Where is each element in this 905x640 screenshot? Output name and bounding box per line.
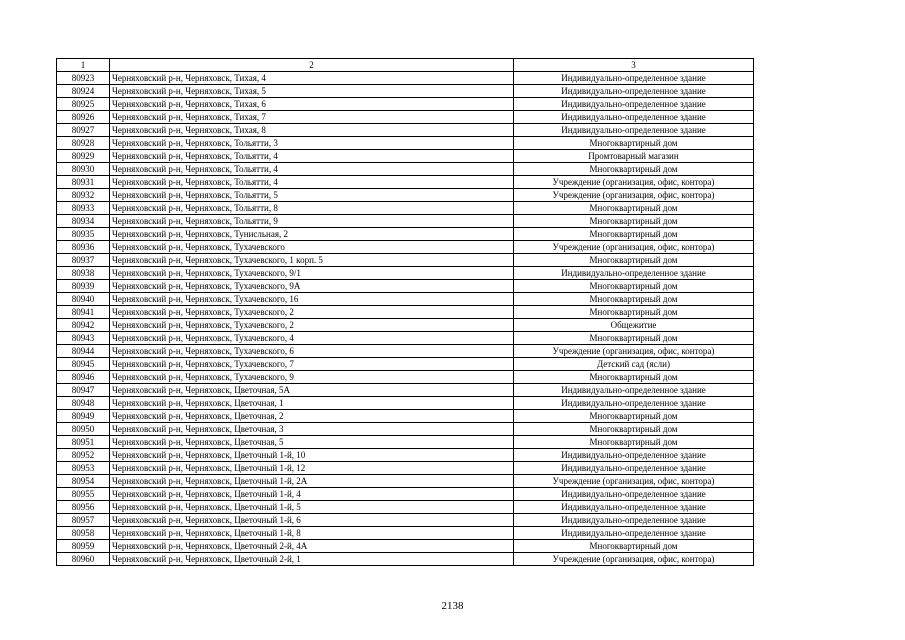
row-object-type: Индивидуально-определенное здание: [514, 514, 754, 527]
row-number: 80959: [57, 540, 110, 553]
row-number: 80948: [57, 397, 110, 410]
row-number: 80935: [57, 228, 110, 241]
table-row: [57, 384, 754, 397]
table-row: [57, 514, 754, 527]
row-address: Черняховский р-н, Черняховск, Тольятти, 3: [110, 137, 514, 150]
row-number: 80928: [57, 137, 110, 150]
row-object-type: Индивидуально-определенное здание: [514, 397, 754, 410]
table-row: [57, 345, 754, 358]
row-number: 80927: [57, 124, 110, 137]
row-number: 80933: [57, 202, 110, 215]
table-row: [57, 267, 754, 280]
table-row: [57, 319, 754, 332]
row-address: Черняховский р-н, Черняховск, Тихая, 5: [110, 85, 514, 98]
table-row: [57, 449, 754, 462]
table-row: [57, 241, 754, 254]
row-number: 80955: [57, 488, 110, 501]
table-row: [57, 202, 754, 215]
row-number: 80941: [57, 306, 110, 319]
row-number: 80929: [57, 150, 110, 163]
row-address: Черняховский р-н, Черняховск, Тухачевского, 4: [110, 332, 514, 345]
table-row: [57, 137, 754, 150]
row-address: Черняховский р-н, Черняховск, Цветочный 1-й, 2А: [110, 475, 514, 488]
table-row: [57, 215, 754, 228]
row-number: 80938: [57, 267, 110, 280]
row-address: Черняховский р-н, Черняховск, Тихая, 7: [110, 111, 514, 124]
row-object-type: Многоквартирный дом: [514, 306, 754, 319]
row-object-type: Индивидуально-определенное здание: [514, 449, 754, 462]
table-row: [57, 475, 754, 488]
page-number: 2138: [441, 600, 464, 612]
table-row: [57, 189, 754, 202]
row-number: 80930: [57, 163, 110, 176]
row-address: Черняховский р-н, Черняховск, Цветочный 2-й, 4А: [110, 540, 514, 553]
row-address: Черняховский р-н, Черняховск, Тольятти, 5: [110, 189, 514, 202]
row-address: Черняховский р-н, Черняховск, Цветочная, 5А: [110, 384, 514, 397]
table-row: [57, 358, 754, 371]
row-number: 80956: [57, 501, 110, 514]
row-object-type: Учреждение (организация, офис, контора): [514, 241, 754, 254]
row-object-type: Индивидуально-определенное здание: [514, 98, 754, 111]
row-object-type: Многоквартирный дом: [514, 423, 754, 436]
table-row: [57, 124, 754, 137]
row-number: 80932: [57, 189, 110, 202]
row-object-type: Многоквартирный дом: [514, 254, 754, 267]
registry-table: [56, 58, 754, 566]
row-number: 80944: [57, 345, 110, 358]
table-row: [57, 488, 754, 501]
row-object-type: Многоквартирный дом: [514, 540, 754, 553]
row-object-type: Индивидуально-определенное здание: [514, 488, 754, 501]
row-object-type: Многоквартирный дом: [514, 137, 754, 150]
row-number: 80934: [57, 215, 110, 228]
row-object-type: Индивидуально-определенное здание: [514, 72, 754, 85]
table-row: [57, 501, 754, 514]
row-object-type: Индивидуально-определенное здание: [514, 501, 754, 514]
row-number: 80949: [57, 410, 110, 423]
table-row: [57, 332, 754, 345]
row-address: Черняховский р-н, Черняховск, Цветочный 1-й, 4: [110, 488, 514, 501]
row-address: Черняховский р-н, Черняховск, Тухачевского, 16: [110, 293, 514, 306]
row-address: Черняховский р-н, Черняховск, Тухачевского: [110, 241, 514, 254]
row-number: 80957: [57, 514, 110, 527]
header-col-3: 3: [514, 59, 754, 72]
table-row: [57, 111, 754, 124]
table-row: [57, 423, 754, 436]
row-number: 80923: [57, 72, 110, 85]
row-object-type: Промтоварный магазин: [514, 150, 754, 163]
row-address: Черняховский р-н, Черняховск, Тольятти, 4: [110, 150, 514, 163]
row-number: 80953: [57, 462, 110, 475]
row-number: 80943: [57, 332, 110, 345]
table-row: [57, 85, 754, 98]
row-address: Черняховский р-н, Черняховск, Цветочный 1-й, 6: [110, 514, 514, 527]
row-address: Черняховский р-н, Черняховск, Цветочный 2-й, 1: [110, 553, 514, 566]
row-object-type: Индивидуально-определенное здание: [514, 267, 754, 280]
row-object-type: Учреждение (организация, офис, контора): [514, 176, 754, 189]
table-row: [57, 72, 754, 85]
row-number: 80950: [57, 423, 110, 436]
table-row: [57, 98, 754, 111]
table-row: [57, 228, 754, 241]
row-object-type: Учреждение (организация, офис, контора): [514, 475, 754, 488]
table-row: [57, 254, 754, 267]
row-address: Черняховский р-н, Черняховск, Тольятти, 8: [110, 202, 514, 215]
row-object-type: Многоквартирный дом: [514, 293, 754, 306]
row-address: Черняховский р-н, Черняховск, Цветочная, 1: [110, 397, 514, 410]
row-address: Черняховский р-н, Черняховск, Тольятти, 4: [110, 163, 514, 176]
row-object-type: Многоквартирный дом: [514, 332, 754, 345]
row-number: 80958: [57, 527, 110, 540]
row-number: 80925: [57, 98, 110, 111]
row-object-type: Учреждение (организация, офис, контора): [514, 345, 754, 358]
row-number: 80952: [57, 449, 110, 462]
row-number: 80936: [57, 241, 110, 254]
row-address: Черняховский р-н, Черняховск, Цветочная, 5: [110, 436, 514, 449]
row-object-type: Индивидуально-определенное здание: [514, 384, 754, 397]
table-row: [57, 527, 754, 540]
row-address: Черняховский р-н, Черняховск, Тихая, 8: [110, 124, 514, 137]
row-address: Черняховский р-н, Черняховск, Тухачевского, 7: [110, 358, 514, 371]
row-number: 80926: [57, 111, 110, 124]
table-row: [57, 176, 754, 189]
table-row: [57, 462, 754, 475]
header-col-1: 1: [57, 59, 110, 72]
header-col-2: 2: [110, 59, 514, 72]
table-row: [57, 150, 754, 163]
table-row: [57, 553, 754, 566]
row-object-type: Многоквартирный дом: [514, 163, 754, 176]
row-address: Черняховский р-н, Черняховск, Тухачевского, 9А: [110, 280, 514, 293]
row-address: Черняховский р-н, Черняховск, Тухачевского, 2: [110, 306, 514, 319]
row-address: Черняховский р-н, Черняховск, Тихая, 4: [110, 72, 514, 85]
row-number: 80946: [57, 371, 110, 384]
row-object-type: Многоквартирный дом: [514, 202, 754, 215]
table-row: [57, 397, 754, 410]
row-address: Черняховский р-н, Черняховск, Цветочный 1-й, 12: [110, 462, 514, 475]
table-row: [57, 436, 754, 449]
row-object-type: Индивидуально-определенное здание: [514, 124, 754, 137]
row-object-type: Индивидуально-определенное здание: [514, 111, 754, 124]
row-address: Черняховский р-н, Черняховск, Цветочный 1-й, 10: [110, 449, 514, 462]
row-number: 80947: [57, 384, 110, 397]
row-number: 80924: [57, 85, 110, 98]
row-object-type: Многоквартирный дом: [514, 280, 754, 293]
row-object-type: Индивидуально-определенное здание: [514, 462, 754, 475]
row-address: Черняховский р-н, Черняховск, Цветочная, 3: [110, 423, 514, 436]
row-address: Черняховский р-н, Черняховск, Тухачевского, 1 корп. 5: [110, 254, 514, 267]
table-row: [57, 540, 754, 553]
row-object-type: Общежитие: [514, 319, 754, 332]
row-object-type: Детский сад (ясли): [514, 358, 754, 371]
table-row: [57, 293, 754, 306]
table-body: [57, 72, 754, 566]
row-number: 80937: [57, 254, 110, 267]
row-address: Черняховский р-н, Черняховск, Тунисльная, 2: [110, 228, 514, 241]
row-address: Черняховский р-н, Черняховск, Тольятти, 9: [110, 215, 514, 228]
row-number: 80951: [57, 436, 110, 449]
row-number: 80960: [57, 553, 110, 566]
row-object-type: Индивидуально-определенное здание: [514, 85, 754, 98]
row-number: 80940: [57, 293, 110, 306]
row-object-type: Индивидуально-определенное здание: [514, 527, 754, 540]
table-row: [57, 280, 754, 293]
row-address: Черняховский р-н, Черняховск, Цветочный 1-й, 8: [110, 527, 514, 540]
row-object-type: Учреждение (организация, офис, контора): [514, 553, 754, 566]
row-address: Черняховский р-н, Черняховск, Тухачевского, 9: [110, 371, 514, 384]
row-object-type: Многоквартирный дом: [514, 436, 754, 449]
row-address: Черняховский р-н, Черняховск, Тухачевского, 2: [110, 319, 514, 332]
row-address: Черняховский р-н, Черняховск, Тихая, 6: [110, 98, 514, 111]
row-number: 80939: [57, 280, 110, 293]
row-object-type: Многоквартирный дом: [514, 228, 754, 241]
table-row: [57, 410, 754, 423]
row-object-type: Многоквартирный дом: [514, 371, 754, 384]
table-header-row: [57, 59, 754, 72]
row-object-type: Учреждение (организация, офис, контора): [514, 189, 754, 202]
row-object-type: Многоквартирный дом: [514, 215, 754, 228]
row-number: 80931: [57, 176, 110, 189]
row-number: 80945: [57, 358, 110, 371]
row-address: Черняховский р-н, Черняховск, Цветочный 1-й, 5: [110, 501, 514, 514]
row-address: Черняховский р-н, Черняховск, Цветочная, 2: [110, 410, 514, 423]
table-row: [57, 163, 754, 176]
table-row: [57, 306, 754, 319]
row-address: Черняховский р-н, Черняховск, Тухачевского, 6: [110, 345, 514, 358]
table-row: [57, 371, 754, 384]
row-address: Черняховский р-н, Черняховск, Тухачевского, 9/1: [110, 267, 514, 280]
row-address: Черняховский р-н, Черняховск, Тольятти, 4: [110, 176, 514, 189]
row-number: 80954: [57, 475, 110, 488]
row-number: 80942: [57, 319, 110, 332]
row-object-type: Многоквартирный дом: [514, 410, 754, 423]
